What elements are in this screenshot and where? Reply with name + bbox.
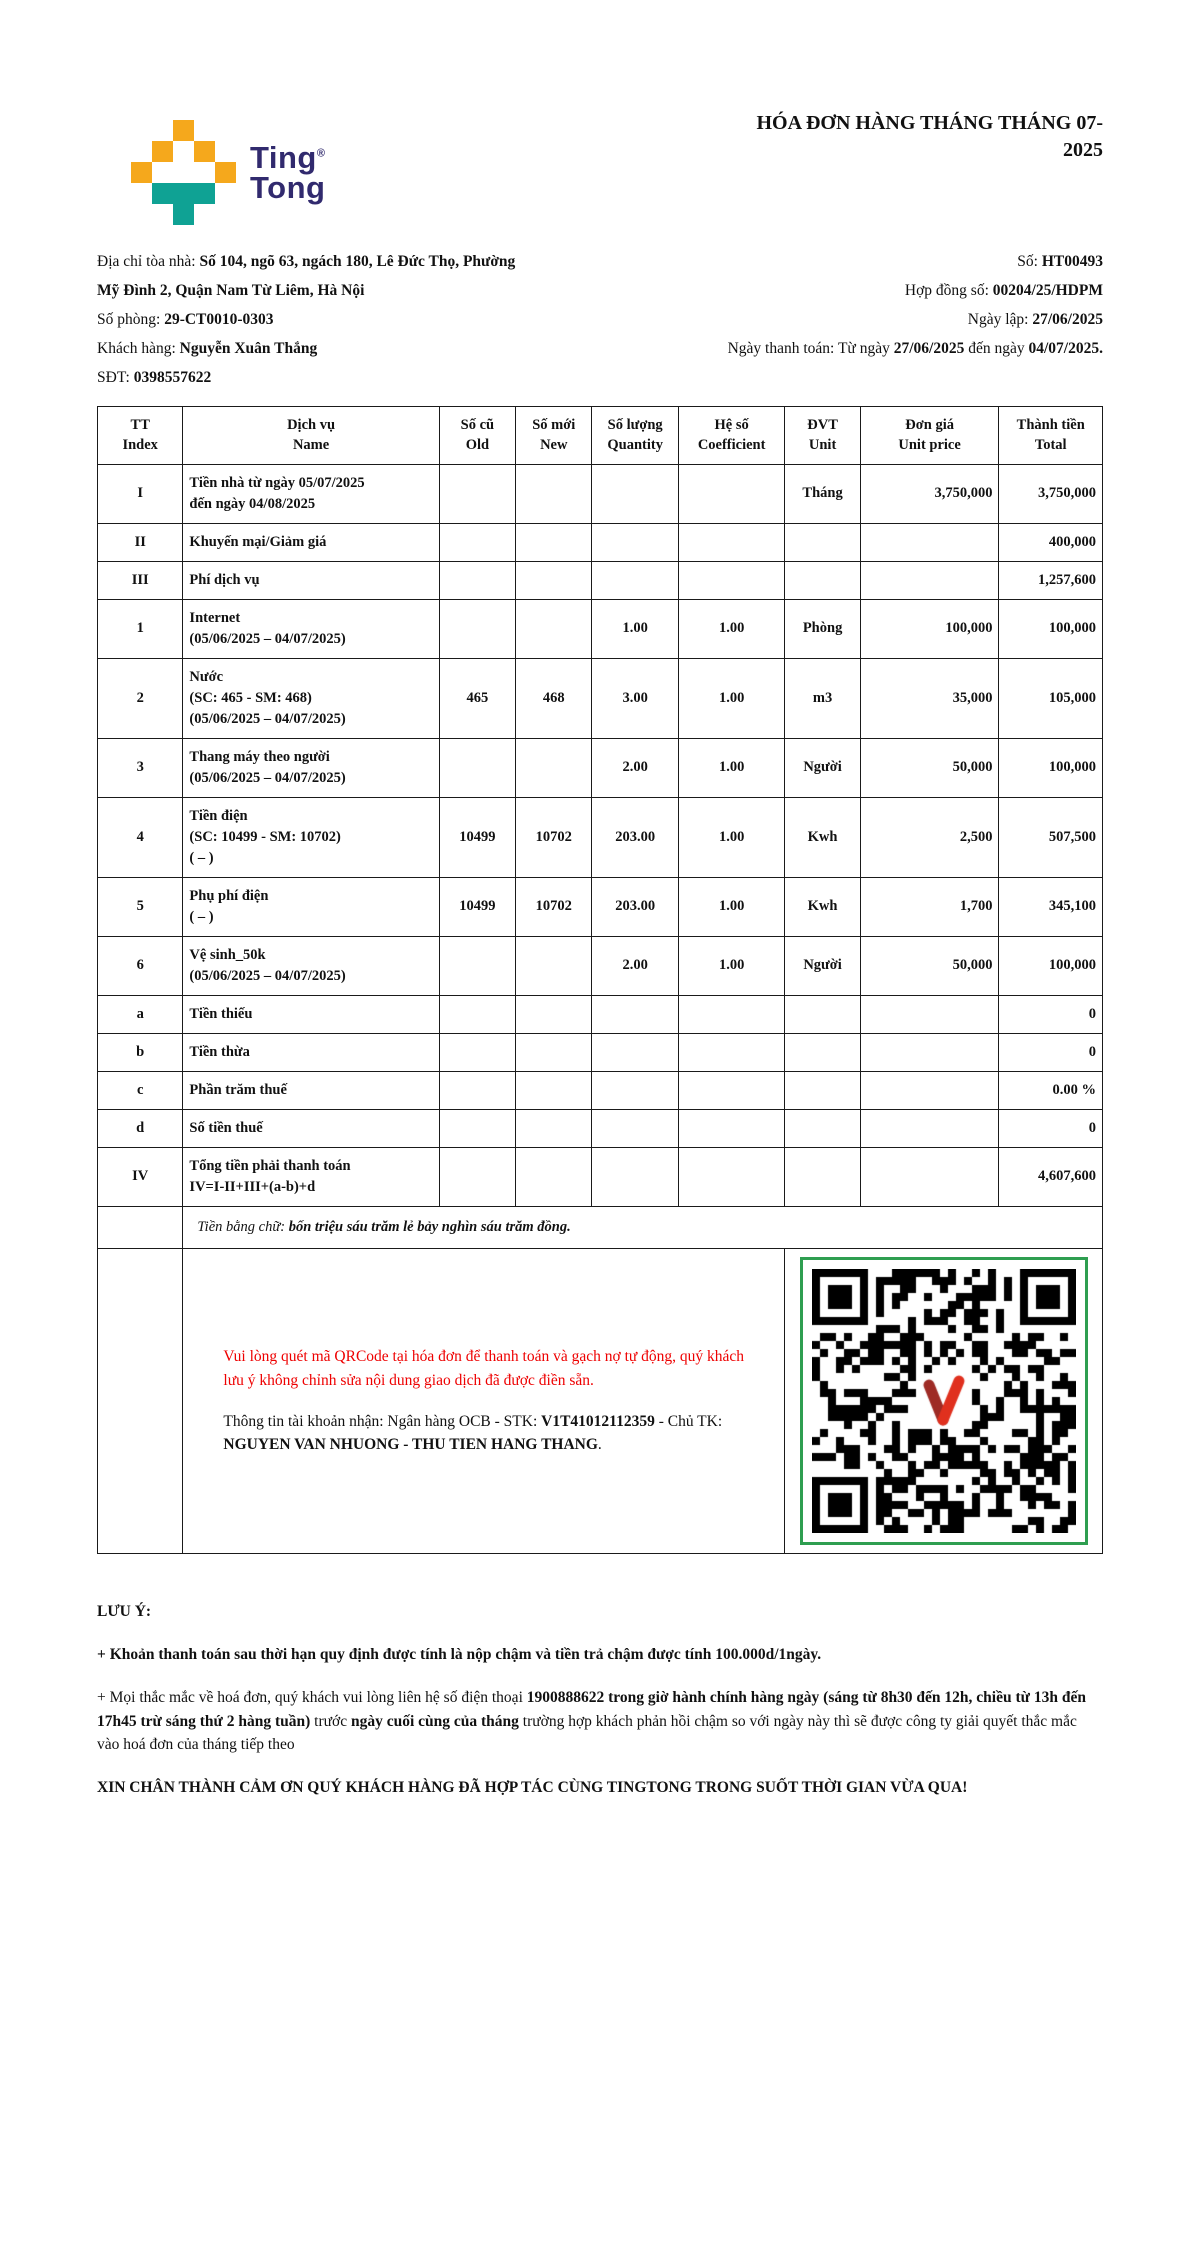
cell-price: [860, 1147, 999, 1206]
invoice-table: [97, 406, 1103, 1554]
cell-name: Tiền nhà từ ngày 05/07/2025 đến ngày 04/08/2025: [183, 464, 439, 523]
logo-pixel: [215, 162, 236, 183]
table-row: [98, 1109, 1103, 1147]
column-header: TT Index: [98, 407, 183, 465]
invoice-title-line1: HÓA ĐƠN HÀNG THÁNG THÁNG 07-: [756, 112, 1103, 134]
logo-empty-cell: [215, 204, 236, 225]
cell-price: 1,700: [860, 877, 999, 936]
cell-old: [439, 599, 515, 658]
cell-new: 468: [516, 658, 592, 738]
customer-name: Khách hàng: Nguyễn Xuân Thắng: [97, 340, 318, 357]
logo-pixel: [194, 183, 215, 204]
brand-logo: [97, 120, 325, 225]
cell-new: [516, 1033, 592, 1071]
logo-pixel: [152, 183, 173, 204]
invoice-table-head: [98, 407, 1103, 465]
brand-name-line1: Ting: [250, 140, 317, 176]
table-row: [98, 599, 1103, 658]
cell-total: 0: [999, 1033, 1103, 1071]
cell-price: [860, 1071, 999, 1109]
cell-new: [516, 1109, 592, 1147]
issue-date: Ngày lập: 27/06/2025: [967, 311, 1103, 328]
cell-qty: 203.00: [592, 797, 678, 877]
logo-pixel: [173, 120, 194, 141]
cell-price: [860, 995, 999, 1033]
cell-new: 10702: [516, 877, 592, 936]
cell-price: 50,000: [860, 936, 999, 995]
cell-old: [439, 1147, 515, 1206]
cell-old: [439, 1033, 515, 1071]
invoice-title-line2: 2025: [1063, 139, 1103, 161]
cell-name: Tiền thiếu: [183, 995, 439, 1033]
cell-total: 0: [999, 1109, 1103, 1147]
cell-coef: 1.00: [678, 877, 785, 936]
cell-name: Phụ phí điện ( – ): [183, 877, 439, 936]
cell-total: 507,500: [999, 797, 1103, 877]
cell-coef: [678, 1033, 785, 1071]
cell-old: [439, 561, 515, 599]
cell-qty: [592, 1147, 678, 1206]
cell-total: 105,000: [999, 658, 1103, 738]
cell-unit: Kwh: [785, 877, 860, 936]
invoice-notes: [97, 1600, 1103, 1800]
qr-scan-notice: Vui lòng quét mã QRCode tại hóa đơn để thanh toán và gạch nợ tự động, quý khách lưu ý không chỉnh sửa nội dung giao dịch đã được điền sẵn.: [223, 1348, 745, 1389]
table-row: [98, 523, 1103, 561]
logo-pixel: [152, 141, 173, 162]
cell-index: 1: [98, 599, 183, 658]
cell-new: [516, 936, 592, 995]
invoice-table-body: [98, 464, 1103, 1206]
table-row: [98, 877, 1103, 936]
cell-name: Phí dịch vụ: [183, 561, 439, 599]
cell-qty: [592, 1071, 678, 1109]
cell-new: [516, 995, 592, 1033]
cell-index: 2: [98, 658, 183, 738]
payment-qr-code: [812, 1269, 1076, 1533]
logo-empty-cell: [152, 120, 173, 141]
cell-total: 100,000: [999, 936, 1103, 995]
cell-new: 10702: [516, 797, 592, 877]
room-number: Số phòng: 29-CT0010-0303: [97, 311, 274, 328]
table-row: [98, 561, 1103, 599]
cell-qty: [592, 561, 678, 599]
cell-old: 10499: [439, 797, 515, 877]
cell-unit: [785, 561, 860, 599]
column-header: Số mới New: [516, 407, 592, 465]
cell-unit: Tháng: [785, 464, 860, 523]
cell-index: 3: [98, 738, 183, 797]
logo-empty-cell: [131, 183, 152, 204]
cell-old: [439, 1109, 515, 1147]
cell-price: 50,000: [860, 738, 999, 797]
logo-empty-cell: [194, 204, 215, 225]
logo-empty-cell: [173, 162, 194, 183]
empty-cell: [98, 1206, 183, 1248]
payment-period: Ngày thanh toán: Từ ngày 27/06/2025 đến ngày 04/07/2025.: [727, 340, 1103, 357]
cell-old: [439, 523, 515, 561]
cell-old: [439, 995, 515, 1033]
logo-empty-cell: [215, 183, 236, 204]
qr-code-cell: [785, 1248, 1103, 1553]
cell-price: 3,750,000: [860, 464, 999, 523]
logo-pixel: [131, 162, 152, 183]
cell-index: b: [98, 1033, 183, 1071]
brand-logo-icon: [131, 120, 236, 225]
cell-unit: [785, 523, 860, 561]
logo-empty-cell: [194, 162, 215, 183]
cell-total: 345,100: [999, 877, 1103, 936]
table-row: [98, 936, 1103, 995]
cell-qty: [592, 1033, 678, 1071]
late-payment-note: + Khoản thanh toán sau thời hạn quy định được tính là nộp chậm và tiền trả chậm được tính 100.000d/1ngày.: [97, 1646, 822, 1664]
cell-name: Tiền thừa: [183, 1033, 439, 1071]
table-row: [98, 1071, 1103, 1109]
logo-empty-cell: [194, 120, 215, 141]
invoice-page: [97, 0, 1103, 1799]
invoice-title: [756, 110, 1103, 164]
logo-pixel: [173, 204, 194, 225]
logo-empty-cell: [152, 162, 173, 183]
cell-name: Tiền điện (SC: 10499 - SM: 10702) ( – ): [183, 797, 439, 877]
cell-index: 4: [98, 797, 183, 877]
column-header: Thành tiền Total: [999, 407, 1103, 465]
logo-empty-cell: [131, 204, 152, 225]
cell-total: 1,257,600: [999, 561, 1103, 599]
cell-index: 5: [98, 877, 183, 936]
cell-coef: 1.00: [678, 797, 785, 877]
cell-coef: [678, 1071, 785, 1109]
cell-old: [439, 738, 515, 797]
cell-new: [516, 523, 592, 561]
invoice-meta: [640, 247, 1103, 392]
cell-qty: 203.00: [592, 877, 678, 936]
table-row: [98, 995, 1103, 1033]
cell-old: 10499: [439, 877, 515, 936]
cell-price: 2,500: [860, 797, 999, 877]
cell-name: Internet (05/06/2025 – 04/07/2025): [183, 599, 439, 658]
customer-phone: SĐT: 0398557622: [97, 369, 212, 386]
cell-qty: 3.00: [592, 658, 678, 738]
logo-empty-cell: [215, 120, 236, 141]
cell-price: [860, 1033, 999, 1071]
logo-empty-cell: [173, 141, 194, 162]
column-header: Dịch vụ Name: [183, 407, 439, 465]
logo-empty-cell: [131, 120, 152, 141]
amount-in-words-row: [98, 1206, 1103, 1248]
cell-index: IV: [98, 1147, 183, 1206]
cell-qty: 1.00: [592, 599, 678, 658]
qr-row: [98, 1248, 1103, 1553]
cell-coef: 1.00: [678, 658, 785, 738]
cell-old: [439, 1071, 515, 1109]
cell-name: Tổng tiền phải thanh toán IV=I-II+III+(a-b)+d: [183, 1147, 439, 1206]
table-row: [98, 1033, 1103, 1071]
table-row: [98, 464, 1103, 523]
cell-unit: [785, 995, 860, 1033]
cell-total: 100,000: [999, 738, 1103, 797]
invoice-header: [97, 92, 1103, 225]
cell-total: 0: [999, 995, 1103, 1033]
cell-index: II: [98, 523, 183, 561]
logo-empty-cell: [131, 141, 152, 162]
column-header: Đơn giá Unit price: [860, 407, 999, 465]
building-address-line2: Mỹ Đình 2, Quận Nam Từ Liêm, Hà Nội: [97, 282, 365, 299]
invoice-info: [97, 247, 1103, 392]
empty-cell: [98, 1248, 183, 1553]
table-row: [98, 738, 1103, 797]
cell-old: [439, 936, 515, 995]
table-row: [98, 797, 1103, 877]
thank-you-note: XIN CHÂN THÀNH CẢM ƠN QUÝ KHÁCH HÀNG ĐÃ HỢP TÁC CÙNG TINGTONG TRONG SUỐT THỜI GIAN VỪA QUA!: [97, 1779, 968, 1797]
cell-old: 465: [439, 658, 515, 738]
cell-new: [516, 1147, 592, 1206]
cell-unit: [785, 1147, 860, 1206]
logo-pixel: [173, 183, 194, 204]
cell-unit: Phòng: [785, 599, 860, 658]
cell-name: Thang máy theo người (05/06/2025 – 04/07/2025): [183, 738, 439, 797]
cell-total: 4,607,600: [999, 1147, 1103, 1206]
cell-total: 0.00 %: [999, 1071, 1103, 1109]
cell-total: 3,750,000: [999, 464, 1103, 523]
logo-empty-cell: [152, 204, 173, 225]
header-row: [98, 407, 1103, 465]
cell-price: [860, 523, 999, 561]
cell-name: Phần trăm thuế: [183, 1071, 439, 1109]
cell-new: [516, 599, 592, 658]
cell-coef: 1.00: [678, 599, 785, 658]
cell-name: Số tiền thuế: [183, 1109, 439, 1147]
cell-unit: Người: [785, 738, 860, 797]
cell-unit: Kwh: [785, 797, 860, 877]
table-row: [98, 658, 1103, 738]
qr-code-frame: [800, 1257, 1088, 1545]
cell-coef: [678, 464, 785, 523]
cell-coef: 1.00: [678, 936, 785, 995]
cell-coef: [678, 995, 785, 1033]
cell-index: a: [98, 995, 183, 1033]
cell-coef: [678, 1147, 785, 1206]
cell-index: c: [98, 1071, 183, 1109]
cell-unit: [785, 1071, 860, 1109]
column-header: Số cũ Old: [439, 407, 515, 465]
cell-new: [516, 1071, 592, 1109]
cell-index: I: [98, 464, 183, 523]
bank-account-info: Thông tin tài khoản nhận: Ngân hàng OCB - STK: V1T41012112359 - Chủ TK: NGUYEN VAN NHUONG - THU TIEN HANG THANG.: [223, 1412, 723, 1454]
cell-qty: 2.00: [592, 936, 678, 995]
cell-old: [439, 464, 515, 523]
hotline-note: + Mọi thắc mắc về hoá đơn, quý khách vui lòng liên hệ số điện thoại 1900888622 trong giờ hành chính hàng ngày (sáng từ 8h30 đến 12h, chiều từ 13h đến 17h45 trừ sáng thứ 2 hàng tuần) trước ngày cuối cùng của tháng trường hợp khách phản hồi chậm so với ngày này thì sẽ được công ty giải quyết thắc mắc vào hoá đơn của tháng tiếp theo: [97, 1689, 1086, 1753]
cell-name: Vệ sinh_50k (05/06/2025 – 04/07/2025): [183, 936, 439, 995]
cell-unit: Người: [785, 936, 860, 995]
cell-new: [516, 561, 592, 599]
customer-info: [97, 247, 640, 392]
building-address-line1: Địa chỉ tòa nhà: Số 104, ngõ 63, ngách 180, Lê Đức Thọ, Phường: [97, 253, 516, 270]
table-row: [98, 1147, 1103, 1206]
cell-unit: m3: [785, 658, 860, 738]
cell-price: [860, 1109, 999, 1147]
cell-qty: [592, 995, 678, 1033]
cell-new: [516, 738, 592, 797]
cell-new: [516, 464, 592, 523]
payment-instructions-cell: [183, 1248, 785, 1553]
cell-coef: [678, 523, 785, 561]
cell-name: Khuyến mại/Giảm giá: [183, 523, 439, 561]
cell-price: 35,000: [860, 658, 999, 738]
cell-qty: [592, 464, 678, 523]
cell-coef: [678, 561, 785, 599]
cell-unit: [785, 1109, 860, 1147]
column-header: Số lượng Quantity: [592, 407, 678, 465]
logo-pixel: [194, 141, 215, 162]
cell-coef: [678, 1109, 785, 1147]
cell-unit: [785, 1033, 860, 1071]
contract-number: Hợp đồng số: 00204/25/HDPM: [904, 282, 1103, 299]
registered-mark: ®: [316, 148, 326, 161]
cell-total: 100,000: [999, 599, 1103, 658]
cell-coef: 1.00: [678, 738, 785, 797]
brand-logo-text: [250, 140, 326, 205]
column-header: ĐVT Unit: [785, 407, 860, 465]
cell-qty: [592, 1109, 678, 1147]
column-header: Hệ số Coefficient: [678, 407, 785, 465]
cell-index: d: [98, 1109, 183, 1147]
invoice-number: Số: HT00493: [1017, 253, 1103, 270]
cell-qty: 2.00: [592, 738, 678, 797]
cell-index: 6: [98, 936, 183, 995]
brand-name-line2: Tong: [250, 169, 326, 205]
cell-qty: [592, 523, 678, 561]
cell-price: 100,000: [860, 599, 999, 658]
invoice-table-foot: [98, 1206, 1103, 1553]
logo-empty-cell: [215, 141, 236, 162]
amount-in-words: Tiền bằng chữ: bốn triệu sáu trăm lẻ bảy nghìn sáu trăm đồng.: [183, 1206, 1103, 1248]
notes-title: LƯU Ý:: [97, 1602, 152, 1620]
cell-index: III: [98, 561, 183, 599]
cell-price: [860, 561, 999, 599]
cell-total: 400,000: [999, 523, 1103, 561]
cell-name: Nước (SC: 465 - SM: 468) (05/06/2025 – 04/07/2025): [183, 658, 439, 738]
